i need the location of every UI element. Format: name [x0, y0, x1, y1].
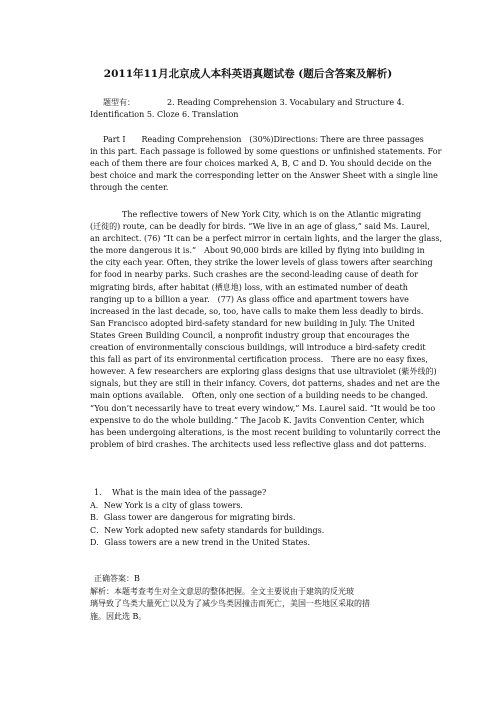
intro-line: in this part. Each passage is followed by some questions or unfinished statements. For — [90, 147, 442, 156]
option-c: C．New York adopted new safety standards for buildings. — [90, 525, 325, 535]
question-block — [90, 487, 324, 550]
question-types-label: 题型有： — [103, 98, 135, 107]
part-intro — [90, 134, 442, 194]
option-a: A．New York is a city of glass towers. — [90, 500, 243, 510]
intro-line: through the center. — [90, 183, 169, 192]
intro-line: best choice and mark the corresponding letter on the Answer Sheet with a single line — [90, 171, 438, 180]
passage-line: States Green Building Council, a nonprofit industry group that encourages the — [90, 330, 410, 340]
passage-line: (迁徙的) route, can be deadly for birds. “We live in an age of glass,” said Ms. Laurel, — [90, 222, 430, 232]
question-types-line-2: Identification 5. Cloze 6. Translation — [90, 110, 239, 119]
analysis-line: 解析：本题考查考生对全文意思的整体把握。全文主要说由于建筑的反光玻 — [90, 586, 354, 596]
option-d: D．Glass towers are a new trend in the United States. — [90, 538, 311, 547]
passage-line: the city each year. Often, they strike the lower levels of glass towers after searching — [90, 258, 433, 268]
passage-line: San Francisco adopted bird-safety standard for new building in July. The United — [90, 318, 415, 328]
passage-line: migrating birds, after habitat (栖息地) loss, with an estimated number of death — [90, 282, 408, 292]
question-types-line-1: 2. Reading Comprehension 3. Vocabulary and Structure 4. — [167, 98, 405, 107]
passage-line: has been undergoing alterations, is the most recent building to voluntarily correct the — [90, 427, 441, 437]
analysis-line: 施。因此选 B。 — [90, 611, 147, 621]
passage-line: “You don’t necessarily have to treat every window,” Ms. Laurel said. “It would be too — [90, 403, 436, 413]
question-stem: 1. What is the main idea of the passage? — [94, 488, 267, 497]
document-title: 2011年11月北京成人本科英语真题试卷 (题后含答案及解析) — [103, 68, 393, 80]
reading-passage — [90, 209, 442, 451]
question-types — [90, 97, 418, 121]
passage-line: problem of bird crashes. The architects used less reflective glass and dot patterns. — [90, 439, 427, 449]
passage-line: ranging up to a billion a year. (77) As glass office and apartment towers have — [90, 294, 409, 304]
passage-line: the more dangerous it is.” About 90,000 birds are killed by flying into building in — [90, 246, 425, 256]
passage-line: however. A few researchers are exploring glass designs that use ultraviolet (紫外线的) — [90, 367, 437, 377]
intro-line: Part I Reading Comprehension (30%)Directions: There are three passages — [103, 135, 424, 144]
answer-block — [90, 573, 418, 623]
passage-line: expensive to do the whole building.” The Jacob K. Javits Convention Center, which — [90, 415, 425, 425]
passage-line: this fall as part of its environmental certification process. There are no easy fixes, — [90, 355, 428, 365]
intro-line: each of them there are four choices marked A, B, C and D. You should decide on the — [90, 159, 432, 168]
passage-line: for food in nearby parks. Such crashes are the second-leading cause of death for — [90, 270, 419, 280]
correct-answer: 正确答案：B — [94, 574, 140, 583]
passage-line: creation of environmentally conscious buildings, will introduce a bird-safety credit — [90, 343, 426, 353]
passage-line: main options available. Often, only one section of a building needs to be changed. — [90, 391, 428, 401]
passage-line: signals, but they are still in their infancy. Covers, dot patterns, shades and net are the — [90, 379, 440, 389]
passage-line: The reflective towers of New York City, which is on the Atlantic migrating — [90, 210, 422, 219]
analysis-line: 璃导致了鸟类大量死亡以及为了减少鸟类因撞击而死亡，美国一些地区采取的措 — [90, 599, 370, 608]
passage-line: an architect. (76) “It can be a perfect mirror in certain lights, and the larger the glass, — [90, 234, 442, 244]
option-b: B．Glass tower are dangerous for migrating birds. — [90, 513, 296, 522]
passage-line: increased in the last decade, so, too, have calls to make them less deadly to birds. — [90, 306, 424, 316]
